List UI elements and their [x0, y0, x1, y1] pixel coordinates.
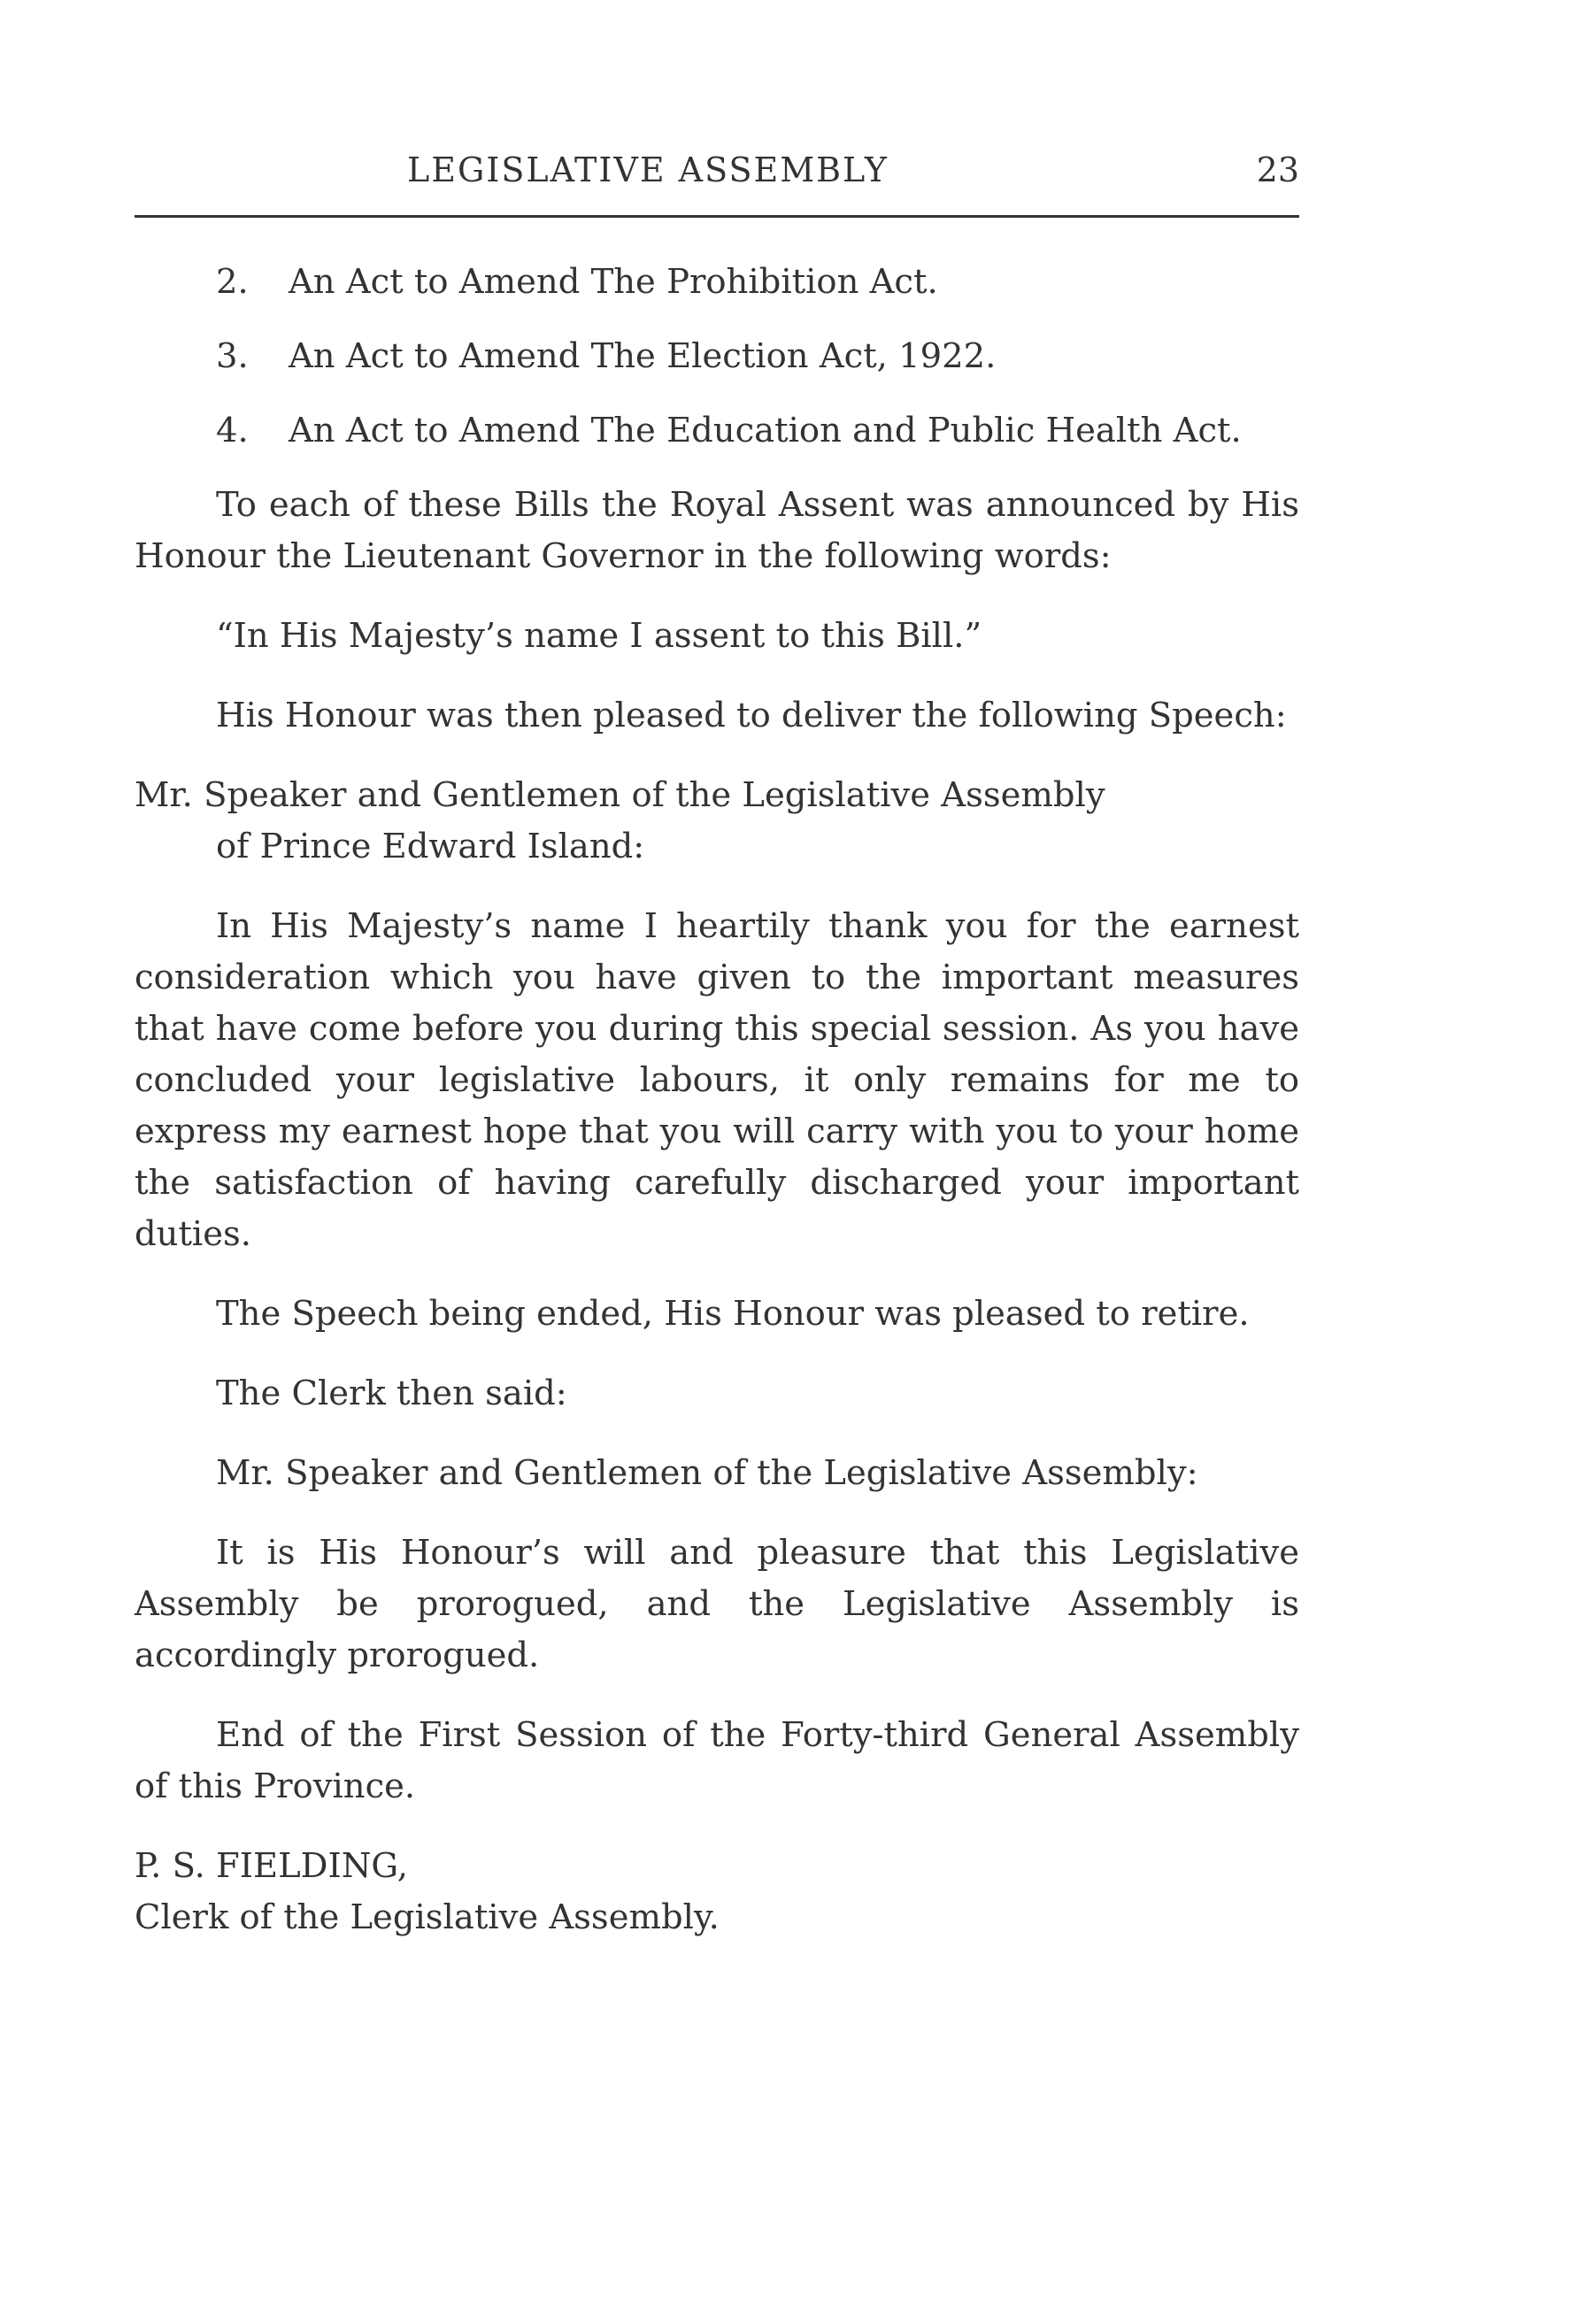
signature-block	[135, 1841, 1299, 1943]
clerk-address-paragraph: Mr. Speaker and Gentlemen of the Legislative Assembly:	[216, 1453, 1198, 1493]
list-item-number: 2.	[216, 262, 249, 302]
speech-intro-paragraph: His Honour was then pleased to deliver the following Speech:	[216, 696, 1287, 735]
list-item	[135, 405, 1299, 457]
running-header	[135, 149, 1299, 202]
header-rule	[135, 215, 1299, 218]
list-item-text: An Act to Amend The Election Act, 1922.	[289, 336, 997, 376]
address-line-2: of Prince Edward Island:	[216, 827, 645, 866]
end-of-session-paragraph: End of the First Session of the Forty-third General Assembly of this Province.	[135, 1715, 1299, 1806]
prorogued-paragraph: It is His Honour’s will and pleasure that this Legislative Assembly be prorogued, and the Legislative Assembly is accordingly prorogued.	[135, 1533, 1299, 1675]
speech-ended-paragraph: The Speech being ended, His Honour was pleased to retire.	[216, 1294, 1250, 1334]
list-item-text: An Act to Amend The Prohibition Act.	[289, 262, 938, 302]
list-item	[135, 331, 1299, 382]
speech-address	[135, 770, 1299, 873]
speech-body-paragraph: In His Majesty’s name I heartily thank you for the earnest consideration which you have given to the important measures that have come before you during this special session. As you have concluded your legislative labours, it only remains for me to express my earnest hope that you will carry with you to your home the satisfaction of having carefully discharged your important duties.	[135, 906, 1299, 1254]
page-number: 23	[1256, 150, 1299, 189]
list-item	[135, 257, 1299, 308]
clerk-said-paragraph: The Clerk then said:	[216, 1374, 567, 1413]
signature-name: P. S. FIELDING,	[135, 1846, 409, 1886]
list-item-text: An Act to Amend The Education and Public Health Act.	[289, 411, 1242, 450]
assent-quote: “In His Majesty’s name I assent to this Bill.”	[216, 616, 982, 656]
page-body	[135, 257, 1299, 1943]
list-item-number: 4.	[216, 411, 249, 450]
running-title: LEGISLATIVE ASSEMBLY	[407, 150, 889, 189]
signature-title: Clerk of the Legislative Assembly.	[135, 1897, 720, 1937]
list-item-number: 3.	[216, 336, 249, 376]
address-line-1: Mr. Speaker and Gentlemen of the Legislative Assembly	[135, 775, 1105, 815]
royal-assent-paragraph: To each of these Bills the Royal Assent was announced by His Honour the Lieutenant Governor in the following words:	[135, 485, 1299, 576]
